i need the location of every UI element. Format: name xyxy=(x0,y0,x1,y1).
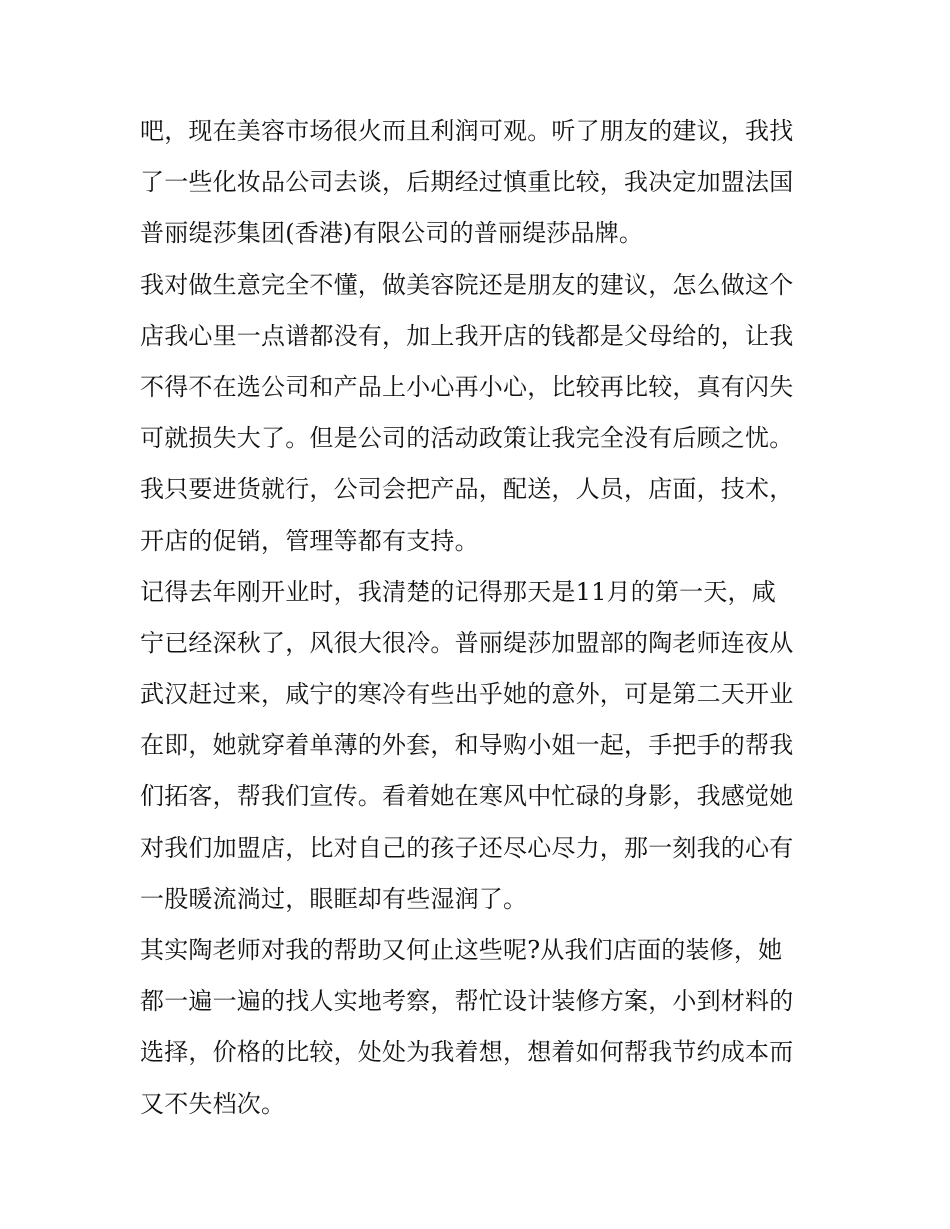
text-line: 在即，她就穿着单薄的外套，和导购小姐一起，手把手的帮我 xyxy=(140,731,794,760)
text-line: 我对做生意完全不懂，做美容院还是朋友的建议，怎么做这个 xyxy=(140,270,794,299)
text-line: 又不失档次。 xyxy=(140,1089,286,1118)
text-line: 都一遍一遍的找人实地考察，帮忙设计装修方案，小到材料的 xyxy=(140,987,794,1016)
text-line: 选择，价格的比较，处处为我着想，想着如何帮我节约成本而 xyxy=(140,1038,794,1067)
text-line: 一股暖流淌过，眼眶却有些湿润了。 xyxy=(140,884,528,913)
text-line: 店我心里一点谱都没有，加上我开店的钱都是父母给的，让我 xyxy=(140,321,794,350)
text-line: 吧，现在美容市场很火而且利润可观。听了朋友的建议，我找 xyxy=(140,117,794,145)
text-line: 我只要进货就行，公司会把产品，配送，人员，店面，技术， xyxy=(140,475,794,504)
text-line: 不得不在选公司和产品上小心再小心，比较再比较，真有闪失 xyxy=(140,372,794,401)
text-line: 宁已经深秋了，风很大很冷。普丽缇莎加盟部的陶老师连夜从 xyxy=(140,628,794,657)
text-line: 普丽缇莎集团(香港)有限公司的普丽缇莎品牌。 xyxy=(140,219,644,248)
body-text xyxy=(140,106,820,1130)
text-line: 记得去年刚开业时，我清楚的记得那天是11月的第一天，咸 xyxy=(140,577,776,606)
text-line: 们拓客，帮我们宣传。看着她在寒风中忙碌的身影，我感觉她 xyxy=(140,782,794,811)
text-line: 对我们加盟店，比对自己的孩子还尽心尽力，那一刻我的心有 xyxy=(140,833,794,862)
text-line: 武汉赶过来，咸宁的寒冷有些出乎她的意外，可是第二天开业 xyxy=(140,680,794,709)
text-line: 开店的促销，管理等都有支持。 xyxy=(140,526,479,555)
text-line: 其实陶老师对我的帮助又何止这些呢?从我们店面的装修，她 xyxy=(140,936,783,964)
text-line: 可就损失大了。但是公司的活动政策让我完全没有后顾之忧。 xyxy=(140,424,794,453)
text-line: 了一些化妆品公司去谈，后期经过慎重比较，我决定加盟法国 xyxy=(140,168,794,197)
